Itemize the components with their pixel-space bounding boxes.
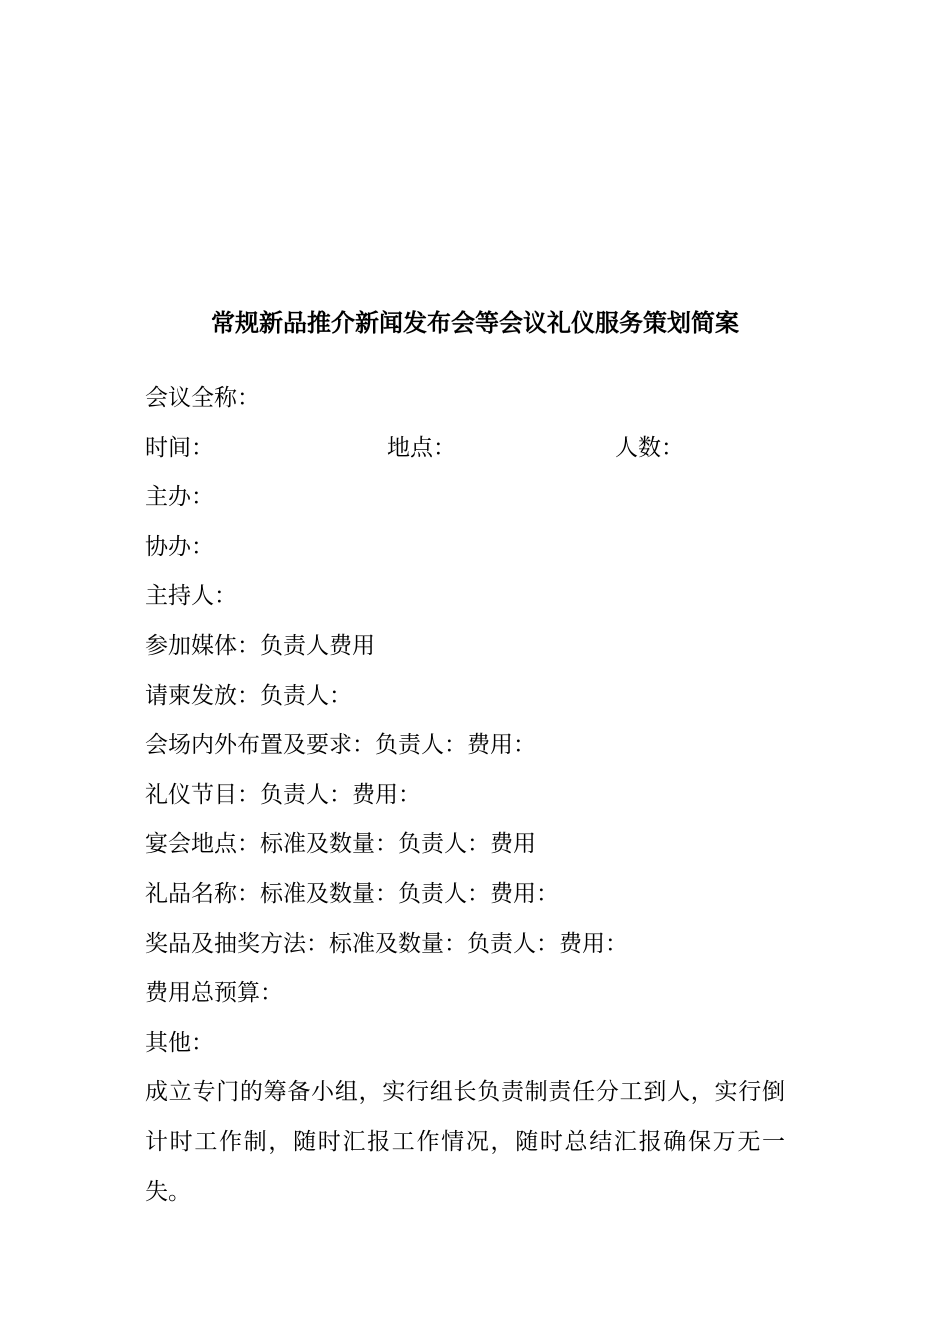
gifts-line: 礼品名称：标准及数量：负责人：费用： <box>145 880 559 907</box>
moderator-line: 主持人： <box>145 583 237 610</box>
prizes-line: 奖品及抽奖方法：标准及数量：负责人：费用： <box>145 930 628 957</box>
co-org-line: 协办： <box>145 533 214 560</box>
document-title: 常规新品推介新闻发布会等会议礼仪服务策划简案 <box>211 308 739 337</box>
venue-line: 会场内外布置及要求：负责人：费用： <box>145 732 536 759</box>
meeting-name-line: 会议全称： <box>145 385 260 411</box>
other-line: 其他： <box>145 1029 214 1056</box>
location-label: 地点： <box>387 434 456 461</box>
document-body <box>145 374 795 1217</box>
invitations-line: 请柬发放：负责人： <box>145 682 352 709</box>
banquet-line: 宴会地点：标准及数量：负责人：费用 <box>145 831 536 858</box>
media-line: 参加媒体：负责人费用 <box>145 632 375 659</box>
budget-line: 费用总预算： <box>145 980 283 1007</box>
host-org-line: 主办： <box>145 484 214 511</box>
time-label: 时间： <box>145 434 214 461</box>
program-line: 礼仪节目：负责人：费用： <box>145 781 421 808</box>
closing-paragraph: 成立专门的筹备小组，实行组长负责制责任分工到人，实行倒计时工作制，随时汇报工作情况，随时总结汇报确保万无一失。 <box>145 1079 785 1205</box>
attendees-label: 人数： <box>615 434 684 461</box>
time-location-attendees-line <box>145 424 795 474</box>
